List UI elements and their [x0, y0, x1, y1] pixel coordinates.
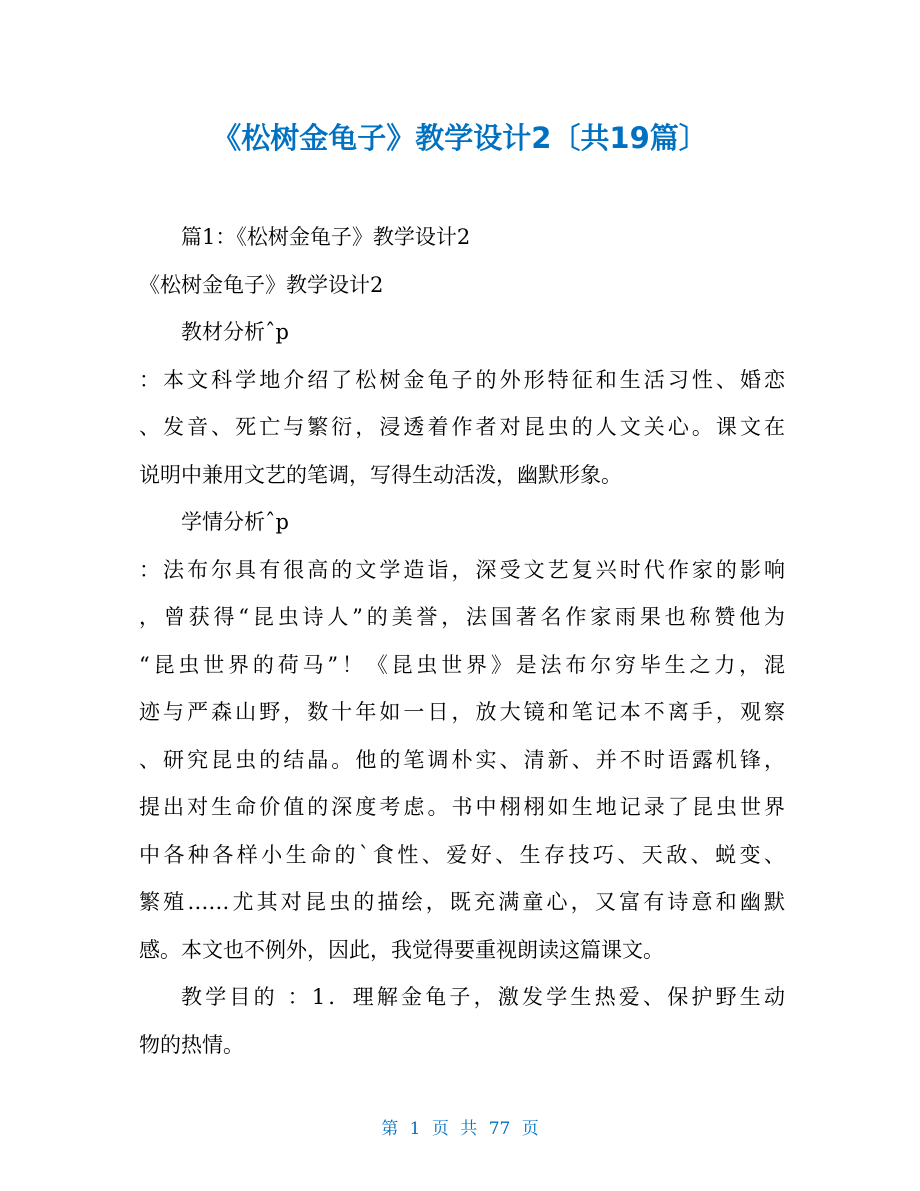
paragraph-line: 物的热情。	[139, 1032, 244, 1057]
paragraph-line-teaching-goals: 教学目的 ：1．理解金龟子，激发学生热爱、保护野生动	[181, 985, 785, 1009]
paragraph-line: 繁殖……尤其对昆虫的描绘，既充满童心，又富有诗意和幽默	[139, 890, 785, 914]
document-body	[139, 214, 785, 1069]
paragraph-line: 、发音、死亡与繁衍，浸透着作者对昆虫的人文关心。课文在	[139, 415, 785, 439]
paragraph-line: ：本文科学地介绍了松树金龟子的外形特征和生活习性、婚恋	[139, 367, 785, 392]
paragraph-line: 中各种各样小生命的`食性、爱好、生存技巧、天敌、蜕变、	[139, 842, 785, 867]
paragraph-line: 、研究昆虫的结晶。他的笔调朴实、清新、并不时语露机锋，	[139, 747, 785, 772]
paragraph-line: ：法布尔具有很高的文学造诣，深受文艺复兴时代作家的影响	[139, 557, 785, 582]
subheading-textbook-analysis: 教材分析ˆp	[181, 320, 289, 344]
paragraph-line: 说明中兼用文艺的笔调，写得生动活泼，幽默形象。	[139, 462, 622, 487]
paragraph-line: “昆虫世界的荷马”！《昆虫世界》是法布尔穷毕生之力，混	[139, 652, 785, 677]
paragraph-line: 迹与严森山野，数十年如一日，放大镜和笔记本不离手，观察	[139, 700, 785, 724]
paragraph-line: 提出对生命价值的深度考虑。书中栩栩如生地记录了昆虫世界	[139, 795, 785, 819]
document-title: 《松树金龟子》教学设计2〔共19篇〕	[212, 121, 708, 155]
paragraph-line: ，曾获得“昆虫诗人”的美誉，法国著名作家雨果也称赞他为	[139, 605, 785, 629]
article-title-line: 《松树金龟子》教学设计2	[139, 272, 384, 297]
page-number-footer: 第 1 页 共 77 页	[381, 1119, 539, 1139]
paragraph-line: 感。本文也不例外，因此，我觉得要重视朗读这篇课文。	[139, 937, 664, 962]
subheading-student-analysis: 学情分析ˆp	[181, 510, 289, 534]
section-heading: 篇1：《松树金龟子》教学设计2	[181, 225, 471, 249]
